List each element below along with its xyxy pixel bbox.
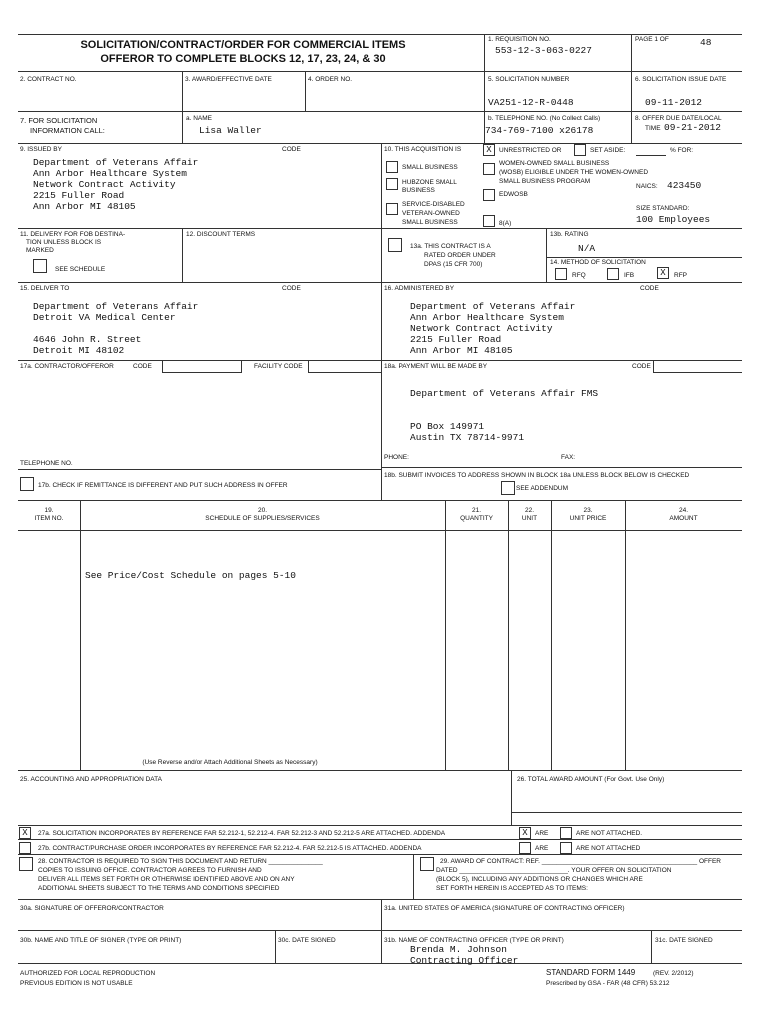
edwosb-checkbox[interactable] [483, 189, 495, 201]
rating-value[interactable]: N/A [578, 243, 596, 254]
27a-are-checkbox[interactable]: X [519, 827, 531, 839]
page-label: PAGE 1 OF [635, 36, 669, 43]
administered-by-code-label: CODE [640, 285, 659, 292]
27a-are-label: ARE [535, 830, 549, 837]
hubzone-checkbox[interactable] [386, 178, 398, 190]
rated-order-checkbox[interactable] [388, 238, 402, 252]
info-call-label: 7. FOR SOLICITATION [20, 116, 98, 125]
27a-label: 27a. SOLICITATION INCORPORATES BY REFERENCE FAR 52.212-1, 52.212-4. FAR 52.212-3 AND 52.212-5 ARE ATTACHED. ADDENDA [38, 830, 446, 837]
col-item-no-num: 19. [44, 507, 54, 514]
administered-by-label: 16. ADMINISTERED BY [384, 285, 455, 292]
info-call-label-2: INFORMATION CALL: [30, 126, 105, 135]
contract-no-label: 2. CONTRACT NO. [20, 76, 77, 83]
col-amount: AMOUNT [669, 515, 698, 522]
col-item-no: ITEM NO. [34, 515, 64, 522]
offeror-date-label: 30c. DATE SIGNED [278, 937, 336, 944]
page-value: 48 [700, 37, 712, 48]
col-unit-price: UNIT PRICE [569, 515, 607, 522]
29-line-3: (BLOCK 5), INCLUDING ANY ADDITIONS OR CHANGES WHICH ARE [436, 876, 643, 883]
sdvosb-label: SERVICE-DISABLED [402, 201, 465, 208]
29-line-2: DATED ______________________________. YOUR OFFER ON SOLICITATION [436, 867, 672, 874]
requisition-value[interactable]: 553-12-3-063-0227 [495, 45, 592, 56]
remittance-checkbox[interactable] [20, 477, 34, 491]
payment-office-name: Department of Veterans Affair FMS [410, 388, 599, 399]
form-subtitle: OFFEROR TO COMPLETE BLOCKS 12, 17, 23, 24, & 30 [100, 53, 386, 65]
issued-by-address: Department of Veterans Affair Ann Arbor Healthcare System Network Contract Activity 2215 Fuller Road Ann Arbor MI 48105 [33, 157, 199, 212]
28-line-1: 28. CONTRACTOR IS REQUIRED TO SIGN THIS DOCUMENT AND RETURN _______________ [38, 858, 323, 865]
facility-code-field[interactable] [308, 360, 381, 373]
contractor-code-field[interactable] [162, 360, 242, 373]
29-line-1: 29. AWARD OF CONTRACT: REF. ___________________________________________ OFFER [440, 858, 722, 865]
pct-for-label: % FOR: [670, 147, 694, 154]
27b-are-not-label: ARE NOT ATTACHED [576, 845, 641, 852]
issue-date-value[interactable]: 09-11-2012 [645, 97, 703, 108]
27a-are-not-label: ARE NOT ATTACHED. [576, 830, 643, 837]
sdvosb-label-3: SMALL BUSINESS [402, 219, 458, 226]
eight-a-checkbox[interactable] [483, 215, 495, 227]
requisition-label: 1. REQUISITION NO. [488, 36, 551, 43]
rfp-label: RFP [674, 272, 687, 279]
deliver-to-address: Department of Veterans Affair Detroit VA Medical Center 4646 John R. Street Detroit MI 48102 [33, 301, 199, 356]
payment-code-field[interactable] [653, 360, 742, 373]
co-date-label: 31c. DATE SIGNED [655, 937, 713, 944]
see-addendum-label: SEE ADDENDUM [516, 485, 569, 492]
solicitation-number-label: 5. SOLICITATION NUMBER [488, 76, 570, 83]
see-schedule-label: SEE SCHEDULE [55, 266, 106, 273]
payment-office-address: PO Box 149971 Austin TX 78714-9971 [410, 421, 525, 443]
small-business-label: SMALL BUSINESS [402, 164, 458, 171]
edwosb-label: EDWOSB [499, 191, 528, 198]
telephone-value[interactable]: 734-769-7100 x26178 [485, 125, 594, 136]
payment-by-label: 18a. PAYMENT WILL BE MADE BY [384, 363, 488, 370]
offer-due-label: 8. OFFER DUE DATE/LOCAL [635, 115, 722, 122]
delivery-fob-label-2: TION UNLESS BLOCK IS [26, 239, 102, 246]
footer-previous-edition: PREVIOUS EDITION IS NOT USABLE [20, 980, 133, 987]
size-standard-value[interactable]: 100 Employees [636, 214, 711, 225]
sdvosb-checkbox[interactable] [386, 203, 398, 215]
footer-revision: (REV. 2/2012) [653, 970, 694, 977]
small-business-checkbox[interactable] [386, 161, 398, 173]
wosb-label-2: (WOSB) ELIGIBLE UNDER THE WOMEN-OWNED [499, 169, 649, 176]
administered-by-address: Department of Veterans Affair Ann Arbor Healthcare System Network Contract Activity 2215 Fuller Road Ann Arbor MI 48105 [410, 301, 576, 356]
sdvosb-label-2: VETERAN-OWNED [402, 210, 460, 217]
offer-due-time-label: TIME [645, 125, 661, 132]
col-unit-price-num: 23. [583, 507, 593, 514]
schedule-note: (Use Reverse and/or Attach Additional Sheets as Necessary) [142, 759, 318, 766]
facility-code-label: FACILITY CODE [254, 363, 303, 370]
28-line-3: DELIVER ALL ITEMS SET FORTH OR OTHERWISE IDENTIFIED ABOVE AND ON ANY [38, 876, 295, 883]
col-schedule: SCHEDULE OF SUPPLIES/SERVICES [205, 515, 320, 522]
delivery-fob-label: 11. DELIVERY FOR FOB DESTINA- [20, 231, 126, 238]
setaside-label: SET ASIDE: [590, 147, 626, 154]
28-line-2: COPIES TO ISSUING OFFICE. CONTRACTOR AGREES TO FURNISH AND [38, 867, 262, 874]
rfq-label: RFQ [572, 272, 586, 279]
offer-due-value[interactable]: 09-21-2012 [664, 122, 722, 133]
signer-name-label: 30b. NAME AND TITLE OF SIGNER (TYPE OR PRINT) [20, 937, 182, 944]
discount-terms-label: 12. DISCOUNT TERMS [186, 231, 256, 238]
issue-date-label: 6. SOLICITATION ISSUE DATE [635, 76, 727, 83]
size-standard-label: SIZE STANDARD: [636, 205, 690, 212]
naics-label: NAICS: [636, 183, 658, 190]
co-signature-label: 31a. UNITED STATES OF AMERICA (SIGNATURE OF CONTRACTING OFFICER) [384, 905, 625, 912]
29-checkbox[interactable] [420, 857, 434, 871]
28-line-4: ADDITIONAL SHEETS SUBJECT TO THE TERMS AND CONDITIONS SPECIFIED [38, 885, 280, 892]
accounting-label: 25. ACCOUNTING AND APPROPRIATION DATA [20, 776, 162, 783]
footer-reproduction: AUTHORIZED FOR LOCAL REPRODUCTION [20, 970, 156, 977]
28-checkbox[interactable] [19, 857, 33, 871]
naics-value[interactable]: 423450 [667, 180, 702, 191]
acquisition-label: 10. THIS ACQUISITION IS [384, 146, 462, 153]
contact-name-label: a. NAME [186, 115, 213, 122]
remittance-label: 17b. CHECK IF REMITTANCE IS DIFFERENT AND PUT SUCH ADDRESS IN OFFER [38, 482, 288, 489]
rfq-checkbox[interactable] [555, 268, 567, 280]
29-line-4: SET FORTH HEREIN IS ACCEPTED AS TO ITEMS: [436, 885, 588, 892]
award-date-label: 3. AWARD/EFFECTIVE DATE [185, 76, 272, 83]
ifb-checkbox[interactable] [607, 268, 619, 280]
contractor-label: 17a. CONTRACTOR/OFFEROR [20, 363, 114, 370]
col-amount-num: 24. [678, 507, 689, 514]
deliver-to-code-label: CODE [282, 285, 301, 292]
payment-code-label: CODE [632, 363, 651, 370]
issued-by-label: 9. ISSUED BY [20, 146, 62, 153]
deliver-to-label: 15. DELIVER TO [20, 285, 70, 292]
payment-phone-label: PHONE: [384, 454, 409, 461]
wosb-checkbox[interactable] [483, 163, 495, 175]
co-name-value: Brenda M. Johnson [410, 944, 507, 955]
footer-form-name: STANDARD FORM 1449 [546, 968, 636, 977]
submit-invoices-label: 18b. SUBMIT INVOICES TO ADDRESS SHOWN IN BLOCK 18a UNLESS BLOCK BELOW IS CHECKED [384, 472, 690, 479]
telephone-no-label: TELEPHONE NO. [20, 460, 73, 467]
eight-a-label: 8(A) [499, 220, 512, 227]
rated-order-label-2: RATED ORDER UNDER [424, 252, 496, 259]
27b-are-not-checkbox[interactable] [560, 842, 572, 854]
form-title: SOLICITATION/CONTRACT/ORDER FOR COMMERCIAL ITEMS [80, 39, 406, 51]
setaside-checkbox[interactable] [574, 144, 586, 156]
col-schedule-num: 20. [257, 507, 268, 514]
telephone-label: b. TELEPHONE NO. (No Collect Calls) [488, 115, 601, 122]
rating-label: 13b. RATING [550, 231, 589, 238]
hubzone-label-2: BUSINESS [402, 187, 435, 194]
see-schedule-checkbox[interactable] [33, 259, 47, 273]
27b-checkbox[interactable] [19, 842, 31, 854]
rated-order-label: 13a. THIS CONTRACT IS A [410, 243, 491, 250]
unrestricted-checkbox[interactable]: X [483, 144, 495, 156]
col-quantity-num: 21. [471, 507, 482, 514]
rated-order-label-3: DPAS (15 CFR 700) [424, 261, 483, 268]
contractor-code-label: CODE [133, 363, 152, 370]
schedule-description: See Price/Cost Schedule on pages 5-10 [85, 570, 296, 581]
27a-are-not-checkbox[interactable] [560, 827, 572, 839]
wosb-label-3: SMALL BUSINESS PROGRAM [499, 178, 591, 185]
co-title-value: Contracting Officer [410, 955, 519, 966]
27b-are-checkbox[interactable] [519, 842, 531, 854]
order-no-label: 4. ORDER NO. [308, 76, 353, 83]
hubzone-label: HUBZONE SMALL [402, 179, 457, 186]
col-unit-num: 22. [524, 507, 535, 514]
contact-name-value[interactable]: Lisa Waller [199, 125, 262, 136]
rfp-checkbox[interactable]: X [657, 267, 669, 279]
wosb-label: WOMEN-OWNED SMALL BUSINESS [499, 160, 610, 167]
27b-label: 27b. CONTRACT/PURCHASE ORDER INCORPORATES BY REFERENCE FAR 52.212-4. FAR 52.212-5 IS ATTACHED. ADDENDA [38, 845, 422, 852]
issued-by-code-label: CODE [282, 146, 301, 153]
unrestricted-label: UNRESTRICTED OR [499, 147, 562, 154]
col-quantity: QUANTITY [460, 515, 493, 522]
delivery-fob-label-3: MARKED [26, 247, 54, 254]
solicitation-number-value[interactable]: VA251-12-R-0448 [488, 97, 574, 108]
co-name-label: 31b. NAME OF CONTRACTING OFFICER (TYPE OR PRINT) [384, 937, 564, 944]
solicitation-method-label: 14. METHOD OF SOLICITATION [550, 259, 646, 266]
see-addendum-checkbox[interactable] [501, 481, 515, 495]
total-award-label: 26. TOTAL AWARD AMOUNT (For Govt. Use Only) [517, 776, 665, 783]
footer-prescribed: Prescribed by GSA - FAR (48 CFR) 53.212 [546, 980, 670, 987]
offeror-signature-label: 30a. SIGNATURE OF OFFEROR/CONTRACTOR [20, 905, 164, 912]
27a-checkbox[interactable]: X [19, 827, 31, 839]
payment-fax-label: FAX: [561, 454, 576, 461]
27b-are-label: ARE [535, 845, 549, 852]
col-unit: UNIT [521, 515, 538, 522]
ifb-label: IFB [624, 272, 635, 279]
